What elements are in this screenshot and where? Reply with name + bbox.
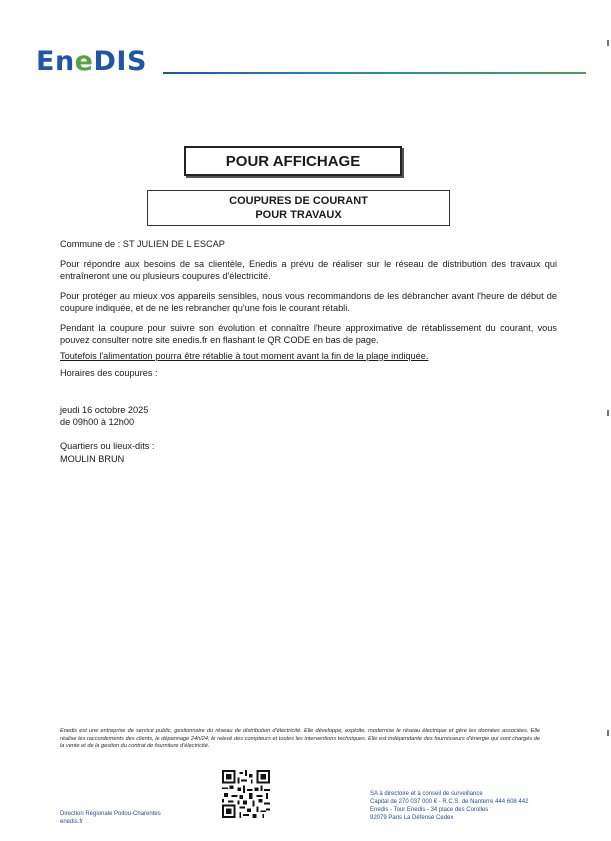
horaires-label: Horaires des coupures : [60, 368, 158, 378]
outage-time: de 09h00 à 12h00 [60, 417, 135, 427]
paragraph-follow: Pendant la coupure pour suivre son évolution et connaître l'heure approximative de rétablissement du courant, vous pouvez consulter notre site enedis.fr en flashant le QR CODE en bas de page. [60, 323, 557, 345]
direction-name: Direction Régionale Poitou-Charentes [60, 811, 161, 817]
pour-affichage-title: POUR AFFICHAGE [184, 146, 402, 176]
corp-line-4: 92079 Paris La Défense Cedex [370, 815, 454, 821]
subtitle-line-2: POUR TRAVAUX [255, 209, 342, 221]
legal-notice: Enedis est une entreprise de service public, gestionnaire du réseau de distribution d'électricité. Elle développe, exploite, modernise le réseau électrique et gère les données associées. Elle réalise les raccordements des clients, le dépannage 24h/24, le relevé des compteurs et toutes les interventions techniques. Elle est indépendante des fournisseurs d'énergie qui sont chargés de la vente et de la gestion du contrat de fourniture d'électricité. [60, 728, 540, 749]
website-link[interactable]: enedis.fr [60, 819, 84, 825]
quartier-value: MOULIN BRUN [60, 454, 125, 464]
header-rule [163, 72, 586, 74]
paragraph-intro: Pour répondre aux besoins de sa clientèle, Enedis a prévu de réaliser sur le réseau de distribution des travaux qui entraîneront une ou plusieurs coupures d'électricité. [60, 259, 557, 281]
outage-date: jeudi 16 octobre 2025 [60, 405, 149, 415]
scan-mark [607, 410, 609, 416]
corp-line-2: Capital de 270 037 000 € - R.C.S. de Nanterre 444 608 442 [370, 799, 529, 805]
subtitle-line-1: COUPURES DE COURANT [229, 195, 368, 207]
paragraph-notice: Toutefois l'alimentation pourra être rétablie à tout moment avant la fin de la plage indiquée. [60, 351, 429, 361]
coupures-subtitle-box [147, 190, 450, 226]
footer-corporate-info [370, 790, 528, 822]
corp-line-1: SA à directoire et à conseil de surveillance [370, 791, 483, 797]
paragraph-protect: Pour protéger au mieux vos appareils sensibles, nous vous recommandons de les débrancher avant l'heure de début de coupure indiquée, et de ne les rebrancher qu'une fois le courant rétabli. [60, 291, 557, 313]
qr-code[interactable] [222, 770, 270, 818]
corp-line-3: Enedis - Tour Enedis - 34 place des Corolles [370, 807, 489, 813]
scan-mark [607, 40, 609, 46]
quartiers-label: Quartiers ou lieux-dits : [60, 441, 155, 451]
enedis-logo: EneDIS [36, 46, 147, 77]
commune-line: Commune de : ST JULIEN DE L ESCAP [60, 239, 225, 249]
scan-mark [607, 730, 609, 736]
footer-direction [60, 810, 161, 826]
